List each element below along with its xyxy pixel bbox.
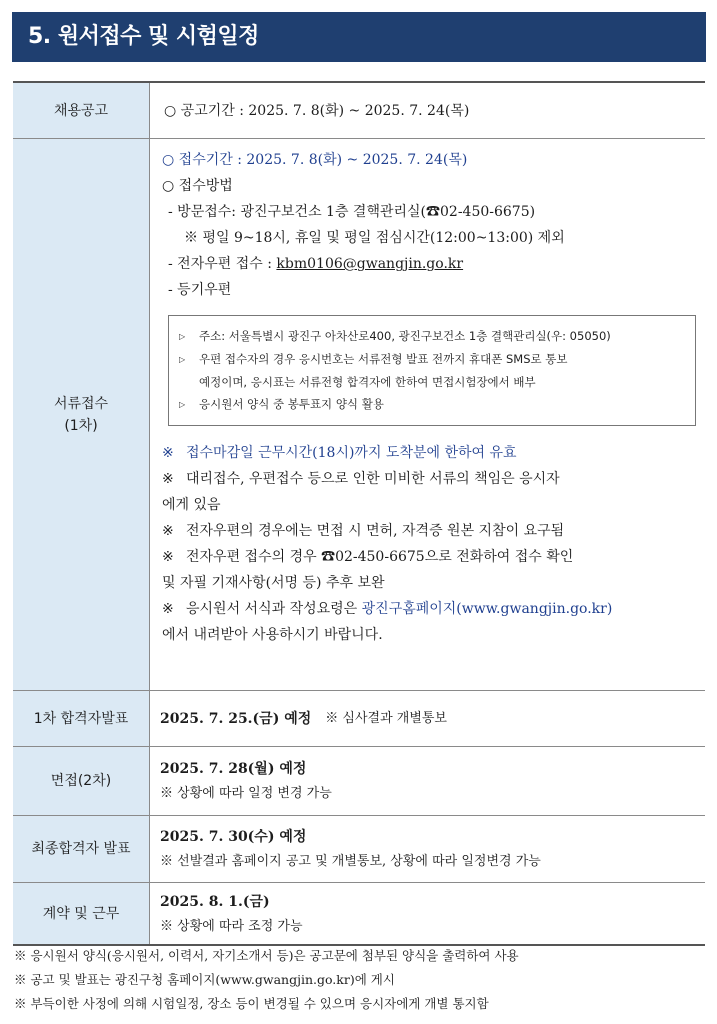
final-result-note: ※ 선발결과 홈페이지 공고 및 개별통보, 상황에 따라 일정변경 가능	[160, 854, 541, 869]
box-envelope-line	[179, 393, 687, 416]
announcement-period: ○ 공고기간 : 2025. 7. 8(화) ~ 2025. 7. 24(목)	[164, 102, 470, 119]
email-link[interactable]: kbm0106@gwangjin.go.kr	[276, 256, 464, 272]
final-result-date: 2025. 7. 30(수) 예정	[160, 829, 307, 845]
announcement-content	[150, 83, 705, 138]
footnote-homepage: ※ 공고 및 발표는 광진구청 홈페이지(www.gwangjin.go.kr)에 게시	[14, 972, 395, 987]
contract-note: ※ 상황에 따라 조정 가능	[160, 918, 303, 934]
label-document-submission	[13, 139, 150, 690]
row-announcement	[13, 83, 705, 138]
document-content	[150, 139, 705, 690]
note-mark-icon: ※	[162, 471, 174, 487]
remark-email-confirm-text: 전자우편 접수의 경우 ☎02-450-6675으로 전화하여 접수 확인	[186, 549, 574, 565]
homepage-link[interactable]: 광진구홈페이지(www.gwangjin.go.kr)	[361, 601, 613, 617]
triangle-bullet-icon: ▷	[179, 355, 186, 364]
visit-hours-note: ※ 평일 9~18시, 휴일 및 평일 점심시간(12:00~13:00) 제외	[184, 230, 565, 246]
first-result-note: ※ 심사결과 개별통보	[325, 710, 447, 726]
box-address-line	[179, 325, 687, 348]
remark-email-interview	[162, 518, 697, 544]
submission-period: ○ 접수기간 : 2025. 7. 8(화) ~ 2025. 7. 24(목)	[162, 152, 468, 168]
note-mark-icon: ※	[162, 523, 174, 539]
submission-method-title: ○ 접수방법	[162, 178, 233, 194]
remark-email-confirm-cont: 및 자필 기재사항(서명 등) 추후 보완	[162, 575, 385, 591]
note-mark-icon: ※	[162, 601, 174, 617]
interview-note: ※ 상황에 따라 일정 변경 가능	[160, 786, 332, 801]
note-mark-icon: ※	[162, 445, 174, 461]
interview-date: 2025. 7. 28(월) 예정	[160, 761, 307, 777]
remark-proxy	[162, 466, 697, 492]
first-result-content	[150, 691, 705, 746]
label-announcement: 채용공고	[13, 83, 150, 138]
label-document-line2: (1차)	[64, 417, 98, 434]
remark-proxy-cont: 에게 있음	[162, 497, 221, 513]
row-document-submission	[13, 138, 705, 690]
label-final-result: 최종합격자 발표	[13, 816, 150, 882]
visit-submission: - 방문접수: 광진구보건소 1층 결핵관리실(☎02-450-6675)	[168, 204, 536, 220]
contract-date: 2025. 8. 1.(금)	[160, 893, 270, 910]
box-sms-1: 우편 접수자의 경우 응시번호는 서류전형 발표 전까지 휴대폰 SMS로 통보	[199, 352, 568, 366]
footnote-change: ※ 부득이한 사정에 의해 시험일정, 장소 등이 변경될 수 있으며 응시자에게 개별 통지함	[14, 996, 489, 1011]
final-result-content	[150, 816, 705, 882]
label-document-line1: 서류접수	[53, 395, 109, 412]
row-interview	[13, 746, 705, 815]
box-sms-2: 예정이며, 응시표는 서류전형 합격자에 한하여 면접시험장에서 배부	[199, 375, 536, 389]
footnote-form: ※ 응시원서 양식(응시원서, 이력서, 자기소개서 등)은 공고문에 첨부된 양식을 출력하여 사용	[14, 948, 519, 963]
note-mark-icon: ※	[162, 549, 174, 565]
contract-content	[150, 883, 705, 944]
remark-deadline-text: 접수마감일 근무시간(18시)까지 도착분에 한하여 유효	[186, 445, 517, 461]
schedule-table	[13, 81, 705, 946]
remark-email-interview-text: 전자우편의 경우에는 면접 시 면허, 자격증 원본 지참이 요구됨	[186, 523, 565, 539]
mail-info-box	[168, 315, 696, 426]
box-sms-line	[179, 348, 687, 371]
remark-email-confirm	[162, 544, 697, 570]
section-title: 5. 원서접수 및 시험일정	[12, 12, 706, 62]
box-address: 주소: 서울특별시 광진구 아차산로400, 광진구보건소 1층 결핵관리실(우: 05050)	[199, 329, 611, 343]
row-final-result	[13, 815, 705, 882]
row-contract	[13, 882, 705, 944]
remark-form-cont: 에서 내려받아 사용하시기 바랍니다.	[162, 627, 383, 643]
first-result-date: 2025. 7. 25.(금) 예정	[160, 710, 312, 727]
remark-form	[162, 596, 697, 622]
remark-proxy-text: 대리접수, 우편접수 등으로 인한 미비한 서류의 책임은 응시자	[186, 471, 560, 487]
interview-content	[150, 747, 705, 815]
label-interview: 면접(2차)	[13, 747, 150, 815]
label-contract: 계약 및 근무	[13, 883, 150, 944]
triangle-bullet-icon: ▷	[179, 332, 186, 341]
email-submission-label: - 전자우편 접수 :	[168, 256, 277, 272]
email-submission	[162, 251, 697, 277]
row-first-result	[13, 690, 705, 746]
remark-form-text: 응시원서 서식과 작성요령은	[186, 601, 362, 617]
box-envelope: 응시원서 양식 중 봉투표지 양식 활용	[199, 397, 384, 411]
remark-deadline	[162, 440, 697, 466]
footnotes	[14, 944, 709, 1016]
triangle-bullet-icon: ▷	[179, 400, 186, 409]
registered-mail: - 등기우편	[168, 282, 232, 298]
label-first-result: 1차 합격자발표	[13, 691, 150, 746]
